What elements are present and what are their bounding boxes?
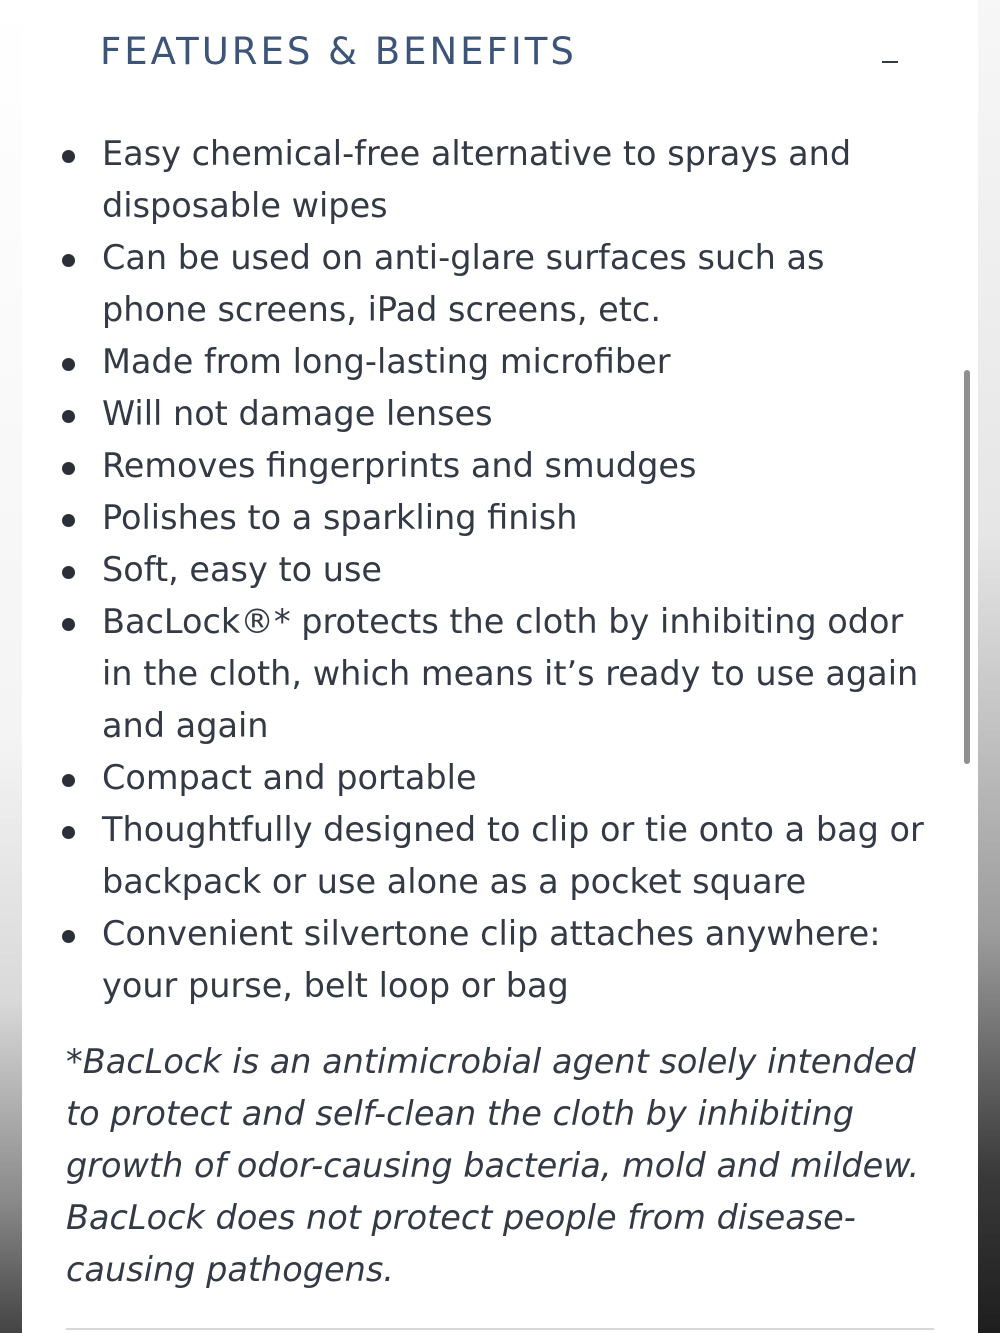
bullet-icon <box>62 254 75 267</box>
feature-item <box>58 804 938 908</box>
feature-text: Soft, easy to use <box>102 550 383 589</box>
baclock-disclaimer: *BacLock is an antimicrobial agent solely intended to protect and self-clean the cloth by inhibiting growth of odor-causing bacteria, mold and mildew. BacLock does not protect people from disease-causing pathogens. <box>66 1042 920 1289</box>
feature-item <box>58 752 938 804</box>
feature-text: Removes fingerprints and smudges <box>102 446 697 485</box>
accordion-header[interactable] <box>100 30 920 80</box>
scrollbar-thumb[interactable] <box>964 370 970 764</box>
feature-item <box>58 336 938 388</box>
bullet-icon <box>62 774 75 787</box>
feature-text: Will not damage lenses <box>102 394 493 433</box>
bullet-icon <box>62 462 75 475</box>
bullet-icon <box>62 566 75 579</box>
bullet-icon <box>62 358 75 371</box>
feature-text: Polishes to a sparkling finish <box>102 498 578 537</box>
bullet-icon <box>62 618 75 631</box>
feature-text: Can be used on anti-glare surfaces such as phone screens, iPad screens, etc. <box>102 238 825 329</box>
section-divider <box>66 1328 934 1330</box>
section-title: FEATURES & BENEFITS <box>100 30 577 73</box>
bullet-icon <box>62 826 75 839</box>
feature-item <box>58 544 938 596</box>
feature-text: Made from long-lasting microfiber <box>102 342 671 381</box>
bullet-icon <box>62 514 75 527</box>
minus-icon <box>882 61 898 63</box>
feature-text: Thoughtfully designed to clip or tie onto a bag or backpack or use alone as a pocket square <box>102 810 924 901</box>
feature-item <box>58 388 938 440</box>
collapse-toggle-button[interactable] <box>878 48 908 78</box>
photo-edge-left <box>0 0 22 1333</box>
feature-item <box>58 232 938 336</box>
features-list <box>58 128 938 1012</box>
feature-item <box>58 908 938 1012</box>
photo-edge-right <box>978 0 1000 1333</box>
feature-item <box>58 596 938 752</box>
feature-text: Compact and portable <box>102 758 477 797</box>
bullet-icon <box>62 410 75 423</box>
feature-item <box>58 128 938 232</box>
bullet-icon <box>62 930 75 943</box>
bullet-icon <box>62 150 75 163</box>
feature-text: Convenient silvertone clip attaches anywhere: your purse, belt loop or bag <box>102 914 881 1005</box>
features-benefits-panel <box>22 0 978 1333</box>
feature-text: BacLock®* protects the cloth by inhibiting odor in the cloth, which means it’s ready to use again and again <box>102 602 919 745</box>
feature-item <box>58 492 938 544</box>
feature-item <box>58 440 938 492</box>
feature-text: Easy chemical-free alternative to sprays and disposable wipes <box>102 134 852 225</box>
